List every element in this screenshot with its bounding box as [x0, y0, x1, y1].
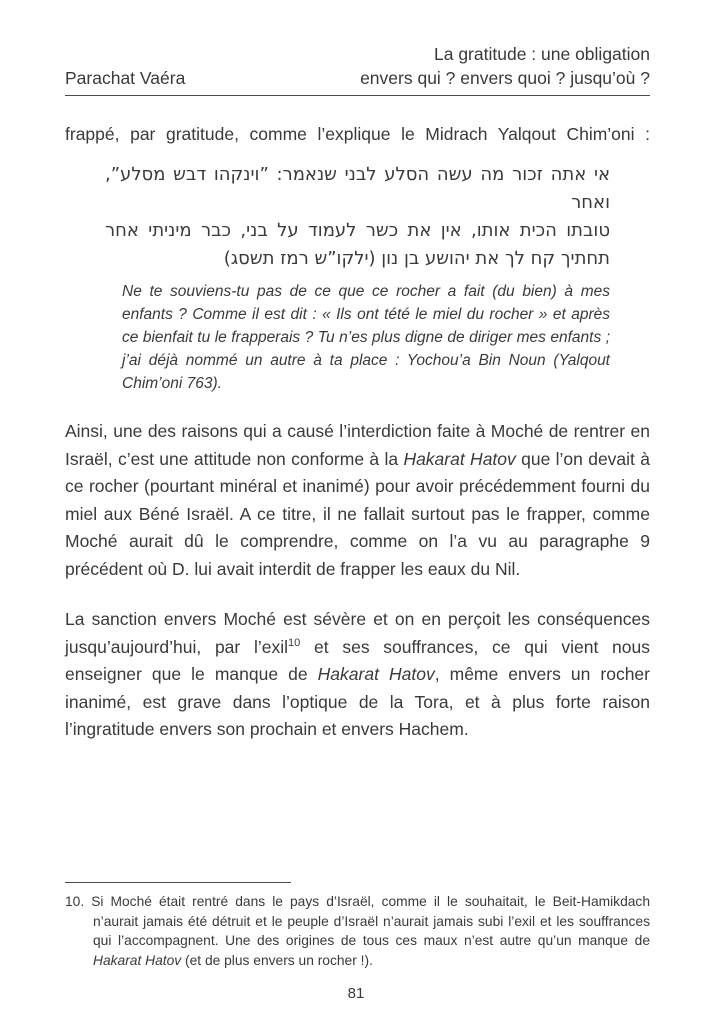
hebrew-quote-line-1: אי אתה זכור מה עשה הסלע לבני שנאמר: ”וינקהו דבש מסלע”, ואחר	[105, 164, 610, 213]
page-header	[65, 42, 650, 96]
hebrew-quote-line-2: טובתו הכית אותו, אין את כשר לעמוד על בני, כבר מיניתי אחר	[105, 220, 610, 241]
footnote-separator	[65, 882, 291, 883]
paragraph1-text-continued: que l’on devait à ce rocher (pourtant minéral et inanimé) pour avoir précédemment fourni du miel aux Béné Israël. A ce titre, il ne fallait surtout pas le frapper, comme Moché aurait dû le comprendre, comme on l’a vu au paragraphe 9 précédent où D. lui avait interdit de frapper les eaux du Nil.	[65, 448, 650, 579]
page-number: 81	[347, 985, 365, 1002]
footnote-italic-term: Hakarat Hatov	[93, 952, 182, 968]
body-paragraph-1	[65, 418, 650, 583]
paragraph2-text-end: , même envers un rocher inanimé, est grave dans l’optique de la Tora, et à plus forte raison l’ingratitude envers son prochain et envers Hachem.	[65, 664, 650, 739]
hebrew-quote	[105, 161, 610, 273]
header-line2	[65, 66, 650, 96]
footnote-reference: 10	[288, 636, 301, 649]
body-paragraph-2	[65, 606, 650, 744]
header-title-line1: La gratitude : une obligation	[434, 44, 650, 64]
intro-paragraph: frappé, par gratitude, comme l’explique le Midrach Yalqout Chim’oni :	[65, 124, 650, 144]
paragraph2-text: La sanction envers Moché est sévère et on en perçoit les conséquences jusqu’aujourd’hui, par l’exil	[65, 609, 650, 657]
footnote-number: 10.	[65, 894, 85, 909]
translation-quote: Ne te souviens-tu pas de ce que ce rocher a fait (du bien) à mes enfants ? Comme il est dit : « Ils ont tété le miel du rocher » et après ce bienfait tu le frapperais ? Tu n’es plus digne de diriger mes enfants ; j’ai déjà nommé un autre à ta place : Yochou’a Bin Noun (Yalqout Chim’oni 763).	[122, 283, 610, 392]
paragraph1-italic-term: Hakarat Hatov	[403, 448, 516, 469]
paragraph2-italic-term: Hakarat Hatov	[317, 664, 435, 684]
paragraph2-text-continued: et ses souffrances, ce qui vient nous enseigner que le manque de	[65, 636, 651, 684]
footnote	[65, 892, 650, 970]
paragraph1-text: Ainsi, une des raisons qui a causé l’interdiction faite à Moché de rentrer en Israël, c’est une attitude non conforme à la	[65, 421, 650, 469]
header-parachat: Parachat Vaéra	[65, 68, 186, 88]
hebrew-quote-line-3: תחתיך קח לך את יהושע בן נון (ילקו”ש רמז תשסג)	[223, 248, 610, 269]
footnote-section	[65, 882, 650, 970]
footnote-text-end: (et de plus envers un rocher !).	[181, 952, 373, 968]
footnote-text: Si Moché était rentré dans le pays d’Israël, comme il le souhaitait, le Beit-Hamikdach n’aurait jamais été détruit et le peuple d’Israël n’aurait jamais subi l’exil et les souffrances qui l’accompagnent. Une des origines de tous ces maux n’est autre qu’un manque de	[91, 894, 650, 948]
header-title-line2: envers qui ? envers quoi ? jusqu’où ?	[360, 68, 650, 88]
